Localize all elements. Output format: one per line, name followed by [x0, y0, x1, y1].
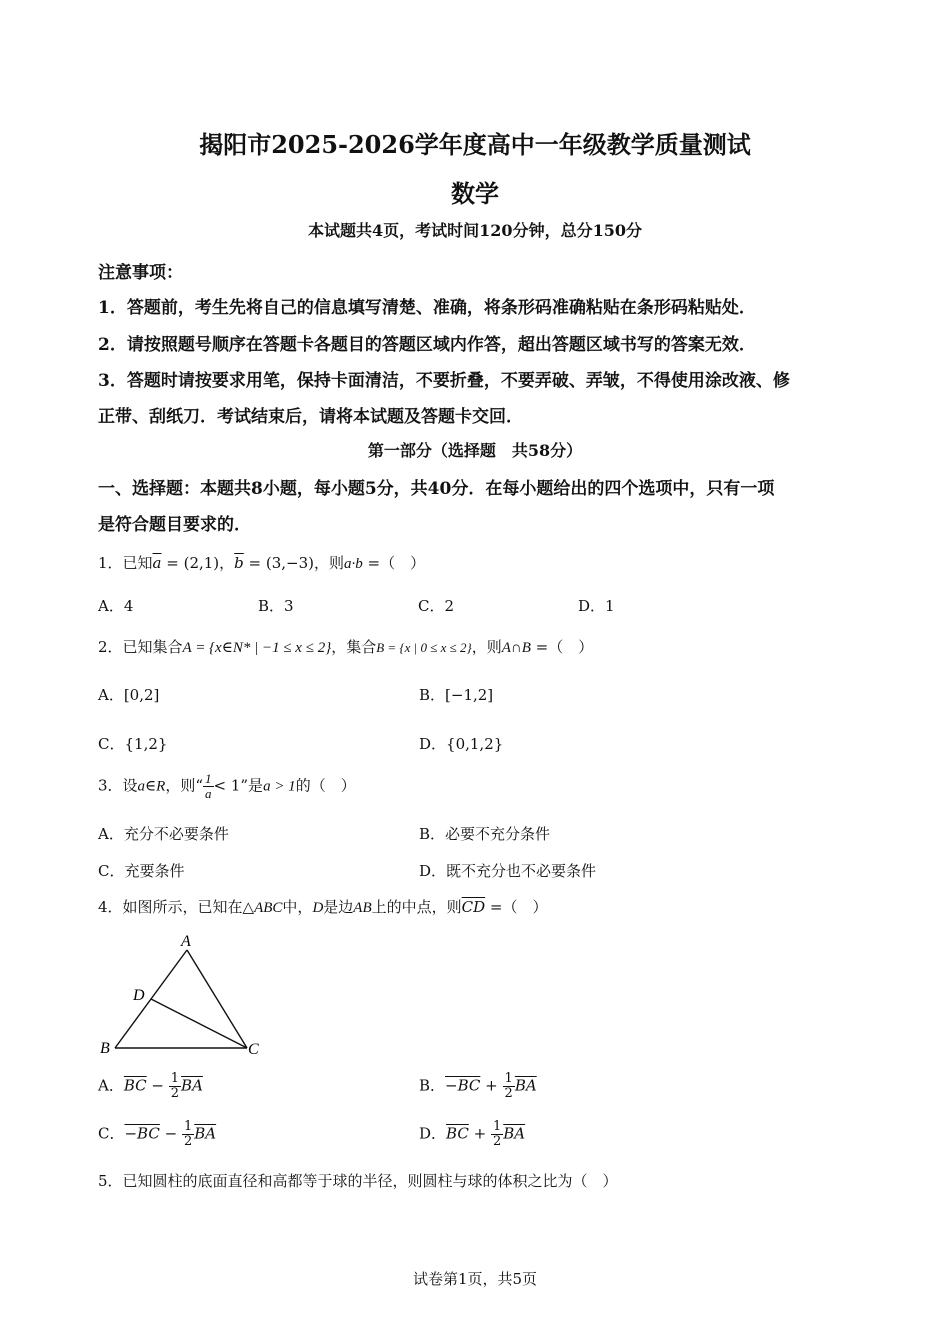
notice-item-3-cont: 正带、刮纸刀．考试结束后，请将本试题及答题卡交回． [98, 407, 523, 427]
label-b: B [100, 1040, 110, 1057]
q2-option-b: B．[−1,2] [419, 686, 494, 704]
notice-item-1: 1．答题前，考生先将自己的信息填写清楚、准确，将条形码准确粘贴在条形码粘贴处． [98, 298, 756, 318]
q4c-v2: $\overline{BA}$ [194, 1124, 217, 1143]
q1-option-b: B．3 [258, 597, 294, 615]
q4-mid3: 上的中点，则 [371, 898, 462, 916]
exam-info: 本试题共4页，考试时间120分钟，总分150分 [308, 221, 642, 240]
q4-option-d [419, 1120, 525, 1149]
question-1 [98, 552, 425, 573]
notice-heading: 注意事项： [98, 263, 183, 283]
q4-option-a [98, 1072, 203, 1101]
q4c-label: C． [98, 1124, 125, 1143]
q4a-num: 1 [170, 1071, 180, 1086]
q4a-label: A． [98, 1076, 124, 1095]
q4a-v2: $\overline{BA}$ [181, 1076, 203, 1095]
page-footer: 试卷第1页，共5页 [412, 1270, 538, 1288]
label-a: A [181, 933, 191, 950]
q4c-op: − [164, 1124, 178, 1143]
q1-option-c: C．2 [418, 597, 455, 615]
part1-heading: 第一部分（选择题 共58分） [367, 441, 583, 460]
q4b-v1: −BC [445, 1076, 481, 1095]
q4a-v1: $\overline{BC}$ [123, 1076, 147, 1095]
q2-option-d: D．{0,1,2} [419, 735, 504, 753]
q2-set-b: B = {x | 0 ≤ x ≤ 2} [376, 640, 472, 655]
q4b-frac [503, 1072, 515, 1101]
q1-vec-b: $\overline{b}$ [234, 554, 244, 572]
q4b-v2: $\overline{BA}$ [514, 1076, 537, 1095]
q1-option-a: A．4 [98, 597, 134, 615]
q4d-label: D． [419, 1124, 447, 1143]
q4-option-c [98, 1120, 216, 1149]
q3-lt: < 1”是 [213, 776, 264, 795]
label-d: D [133, 987, 145, 1004]
q2-option-c: C．{1,2} [98, 735, 168, 753]
q2-mid: ，集合 [331, 638, 377, 656]
q4-option-b [419, 1072, 537, 1101]
q4-mid: 中， [282, 898, 313, 916]
q1-stem: 1．已知 [98, 554, 153, 572]
q3-option-c: C．充要条件 [98, 862, 185, 880]
q2-tail: ，则 [471, 638, 502, 656]
section-intro-line1: 一、选择题：本题共8小题，每小题5分，共40分．在每小题给出的四个选项中，只有一项 [98, 479, 775, 499]
label-c: C [248, 1041, 259, 1058]
section-intro-line2: 是符合题目要求的． [98, 515, 251, 535]
question-4 [98, 896, 548, 917]
q4d-den: 2 [492, 1134, 502, 1149]
q3-fraction [203, 772, 214, 801]
q2-set-a: A = {x∈N* | −1 ≤ x ≤ 2} [182, 640, 332, 656]
q4-triangle: △ABC [242, 900, 283, 916]
q4d-v1: $\overline{BC}$ [446, 1124, 469, 1143]
q4b-den: 2 [504, 1086, 513, 1101]
q1-option-d: D．1 [578, 597, 615, 615]
q4-point: D [312, 900, 324, 916]
q1-tail: =（ ） [362, 554, 426, 572]
q4d-frac [491, 1120, 503, 1149]
q4-stem: 4．如图所示，已知在 [98, 898, 243, 916]
question-3 [98, 772, 356, 801]
q3-mid: ，则“ [165, 776, 203, 795]
q4b-op: + [485, 1076, 498, 1095]
question-2 [98, 636, 593, 657]
q1-eq1: = (2,1)， [161, 554, 235, 572]
q1-vec-a: $\overline{a}$ [152, 554, 162, 572]
q4a-frac [169, 1072, 181, 1101]
q1-dot: a·b [344, 556, 363, 572]
q3-option-a: A．充分不必要条件 [98, 825, 229, 843]
q3-stem: 3．设 [98, 776, 138, 795]
q4b-num: 1 [504, 1071, 513, 1086]
q4c-frac [182, 1120, 194, 1149]
q2-end: =（ ） [530, 638, 594, 656]
q3-frac-den: a [205, 786, 212, 801]
q4-mid2: 是边 [323, 898, 354, 916]
q4d-op: + [473, 1124, 487, 1143]
q2-option-a: A．[0,2] [98, 686, 160, 704]
question-5: 5．已知圆柱的底面直径和高都等于球的半径，则圆柱与球的体积之比为（ ） [98, 1172, 618, 1190]
exam-title: 揭阳市2025-2026学年度高中一年级教学质量测试 [199, 130, 751, 159]
q3-cond: a∈R [137, 778, 166, 795]
q2-stem: 2．已知集合 [98, 638, 183, 656]
q4c-num: 1 [183, 1119, 193, 1134]
q3-option-d: D．既不充分也不必要条件 [419, 862, 597, 880]
notice-item-2: 2．请按照题号顺序在答题卡各题目的答题区域内作答，超出答题区域书写的答案无效． [98, 335, 756, 355]
q4-tail: =（ ） [485, 898, 548, 916]
q3-cond2: a > 1 [263, 778, 296, 795]
q4c-den: 2 [183, 1134, 193, 1149]
q4d-v2: $\overline{BA}$ [503, 1124, 526, 1143]
q4d-num: 1 [492, 1119, 502, 1134]
q1-eq2: = (3,−3)，则 [243, 554, 345, 572]
q4b-label: B． [419, 1076, 446, 1095]
q4-segment: AB [353, 900, 372, 916]
q3-frac-num: 1 [205, 771, 212, 786]
q4c-v1: −BC [124, 1124, 160, 1143]
triangle-figure [95, 928, 275, 1063]
notice-item-3: 3．答题时请按要求用笔，保持卡面清洁，不要折叠，不要弄破、弄皱，不得使用涂改液、修 [98, 371, 790, 391]
q3-option-b: B．必要不充分条件 [419, 825, 551, 843]
q3-tail: 的（ ） [295, 776, 356, 795]
q4a-den: 2 [170, 1086, 180, 1101]
q4a-op: − [151, 1076, 164, 1095]
exam-subject: 数学 [451, 179, 499, 208]
q4-vector: $\overline{CD}$ [461, 898, 486, 916]
q2-intersection: A∩B [501, 640, 531, 656]
